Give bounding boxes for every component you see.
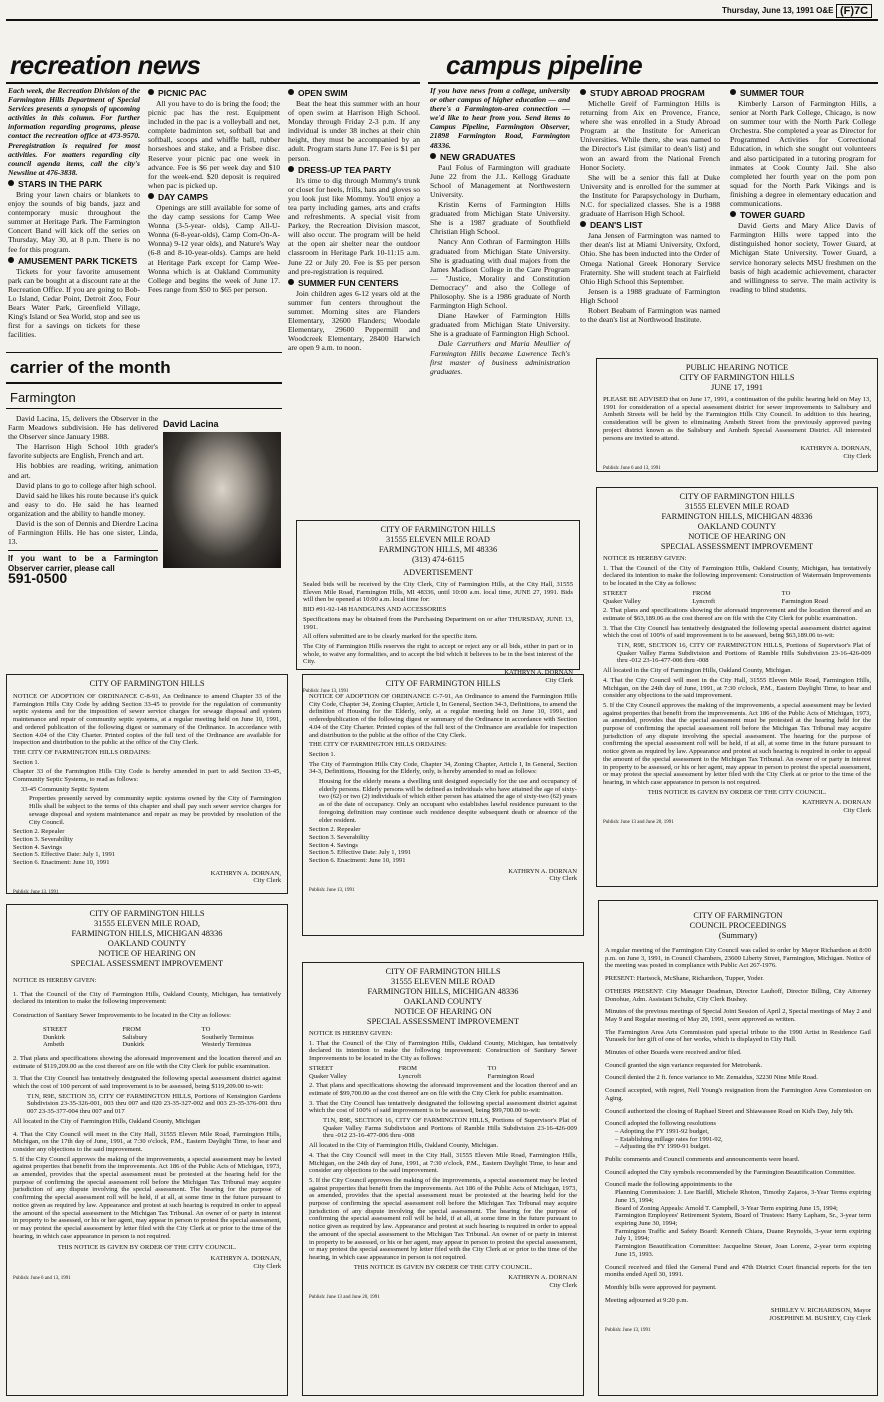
notice-text: THE CITY OF FARMINGTON HILLS ORDAINS:: [309, 741, 447, 749]
notice-text: The City of Farmington Hills City Code, Chapter 34, Zoning Chapter, Article I, In General, Section 34-3, Definitions, Housing for the Elderly, only, is hereby amended to read as follows:: [309, 760, 577, 776]
carrier-title: carrier of the month: [10, 358, 171, 377]
notice-text: NOTICE OF ADOPTION OF ORDINANCE C-8-91, An Ordinance to amend Chapter 33 of the Farmington Hills City Code by adding Section 33-45 to provide for the regulation of community septic systems and for the imposition of sewer service charges for sewage disposal and system maintenance and repair of community septic systems, at a regular meeting held on June 10, 1991, and ordered publication of the following digest or summary of the Ordinance. In accordance with Section 4.04 of the City Charter. Printed copies of the full text of the Ordinance are available for inspection and distribution to the public at the office of the City Clerk.: [13, 693, 281, 747]
notice-title: ADVERTISEMENT: [403, 568, 473, 577]
carrier-town-rule: [6, 408, 282, 409]
bullet-icon: [8, 180, 14, 186]
table-cell: Quaker Valley: [309, 1072, 347, 1080]
table-cell: Dunkirk: [122, 1041, 145, 1049]
notice-signer-title: City Clerk: [843, 452, 871, 460]
advertisement-notice: [296, 520, 580, 695]
stars-text: Bring your lawn chairs or blankets to enjoy the sounds of big bands, jazz and contemporary music throughout the summer at Heritage Park. The Farmington Concert Band will kick off the series on Thursday, May 30, at 8 p.m. There is no fee for this program.: [8, 189, 140, 254]
notice-text: 2. That plans and specifications showing the aforesaid improvement and the location thereof and an estimate of $99,700.00 as the cost thereof are on file with the City Clerk for public examination.: [309, 1082, 577, 1097]
council-text: Public comments and Council comments and announcements were heard.: [605, 1156, 800, 1164]
graduates-text-4: Diane Hawker of Farmington Hills graduated from Michigan State University. She is a graduate of Farmington High School.: [430, 311, 570, 339]
bullet-icon: [730, 89, 736, 95]
graduates-text-5: Dale Carruthers and Maria Meullier of Farmington Hills became Lawrence Tech's first master of business administration graduates.: [430, 339, 570, 376]
table-cell: Farmington Road: [487, 1072, 534, 1080]
hearing-quaker-watermain-notice: [596, 487, 878, 887]
issue-date: Thursday, June 13, 1991 O&E: [722, 6, 834, 15]
swim-text: Beat the heat this summer with an hour of open swim at Harrison High School. Monday through Friday 2-3 p.m. If any individual is under 38 inches at their chin height, they must be accompanied by an adult. Program starts June 17. Fee is $1 per person.: [288, 99, 420, 163]
notice-text: All located in the City of Farmington Hills, Oakland County, Michigan.: [309, 1142, 499, 1150]
table-cell: Ambeth: [43, 1041, 65, 1049]
tea-heading: DRESS-UP TEA PARTY: [288, 165, 420, 175]
notice-text: 2. That plans and specifications showing the aforesaid improvement and the location thereof and an estimate of $119,209.00 as the cost thereof are on file with the City Clerk for public examination.: [13, 1054, 281, 1070]
carrier-text-6: David is the son of Dennis and Dierdre Lacina of Farmington Hills. He has one sister, Linda, 13.: [8, 519, 158, 547]
notice-title: 31555 ELEVEN MILE ROAD,: [93, 919, 201, 928]
notice-signer-title: City Clerk: [549, 1282, 577, 1290]
notice-title: NOTICE OF HEARING ON: [98, 949, 196, 958]
notice-text: NOTICE IS HEREBY GIVEN:: [603, 555, 687, 562]
notice-text: 5. If the City Council approves the making of the improvements, a special assessment may be levied against properties that benefit from the improvements. Act 186 of the Public Acts of Michigan, 1973, as amended, provides that the special assessment must be protested at the hearing held for the purpose of confirming the special assessment roll before the Michigan Tax Tribunal may acquire jurisdiction of any dispute involving the special assessment. The hearing for the purpose of confirming the special assessment roll will be held, if at all, at some time in the future pursuant to notice given as required by law. Appearance and protest at such hearing is required in order to appeal the amount of the special assessment to the Michigan Tax Tribunal. An owner of or party in interest in property to be assessed, or his or her agent, may appear in person to protest the special assessment, or may protest the special assessment by letter filed with the City Clerk at or prior to the time of the hearing, in which case appearance in person is not required.: [603, 701, 871, 786]
notice-text: Section 5. Effective Date: July 1, 1991: [13, 851, 116, 859]
table-header: TO: [201, 1025, 211, 1033]
notice-text: All located in the City of Farmington Hills, Oakland County, Michigan: [13, 1117, 201, 1125]
notice-text: Chapter 33 of the Farmington Hills City Code is hereby amended in part to add Section 33-45, Community Septic Systems, to read as follows:: [13, 768, 281, 784]
council-text: Council adopted the City symbols recommended by the Farmington Beautification Committee.: [605, 1168, 856, 1176]
notice-text: 3. That the City Council has tentatively designated the following special assessment district against which the cost of 100% of said improvement is to be assessed, being $63,189.06 to-wit:: [603, 624, 871, 640]
notice-text: Section 1.: [309, 750, 336, 758]
notice-text: T1N, R9E, SECTION 16, CITY OF FARMINGTON HILLS, Portions of Supervisor's Plat of Quaker Valley Farms Subdivision and Portions of Ramble Hills Subdivision 23-16-426-009 thru -012 23-16-477-006 thru -008: [617, 642, 871, 665]
table-header: TO: [487, 1064, 497, 1072]
recreation-intro: Each week, the Recreation Division of the Farmington Hills Department of Special Services presents a synopsis of upcoming activities in this column. For further information regarding programs, please contact the recreation office at 473-9570. Preregistration is required for most activities. For matters regarding city council agenda items, call the city's Newsline at 476-3838.: [8, 86, 140, 177]
notice-publish-date: Publish: June 13, 1991: [13, 890, 59, 896]
daycamp-text: Openings are still available for some of the day camp sessions for Camp Wee Wonna (3-5-year- olds), Camp All-U-Wonna (6-8-year-olds), Camp Com-On-A-Wonna) 9-12 year olds), and Nature's Way (6-8 and 8-10-year-olds). Camps are held at Heritage Park except for Camp Wee-Wonna which is at Oakland Community College and begins the week of June 17. Fees range from $50 to $65 per person.: [148, 202, 280, 294]
graduates-text-2: Kristin Kerns of Farmington Hills graduated from Michigan State University. She is a 1987 graduate of Southfield Christian High School.: [430, 200, 570, 237]
council-text: Farmington Beautification Committee: Jacqueline Steuer, Joan Lorenz, 2-year term expiring June 15, 1993.: [615, 1243, 871, 1258]
notice-title: 31555 ELEVEN MILE ROAD: [391, 977, 495, 986]
notice-text: Section 1.: [13, 758, 40, 766]
council-text: Council adopted the following resolutions: [605, 1120, 716, 1128]
notice-text: NOTICE OF ADOPTION OF ORDINANCE C-7-91, An Ordinance to amend the Farmington Hills City Code, Chapter 34, Zoning Chapter, Article I, In General, Section 34-3, Definitions, to amend the definition of Housing for the Elderly, only, at a regular meeting held on June 10, 1991, and orderedpublication of the following digest or summary of the Ordinance in accordance with Section 4.04 of the City Charter. Printed copies of the full text of the Ordinance are available for inspection and distribution to the public at the office of the City Clerk.: [309, 693, 577, 739]
notice-signer: KATHRYN A. DORNAN,: [800, 445, 871, 453]
ad-text-3: Specifications may be obtained from the Purchasing Department on or after THURSDAY, JUNE 13, 1991.: [303, 615, 573, 631]
notice-text: THE CITY OF FARMINGTON HILLS ORDAINS:: [13, 748, 151, 756]
notice-text: Section 4. Savings: [13, 843, 62, 851]
notice-signer: SHIRLEY V. RICHARDSON, Mayor: [770, 1307, 871, 1315]
notice-title: CITY OF FARMINGTON HILLS: [89, 679, 205, 688]
notice-text: 4. That the City Council will meet in the City Hall, 31555 Eleven Mile Road, Farmington Hills, Michigan, on the 17th day of June, 1991, at 7:30 o'clock, P.M., Eastern Daylight Time, to hear and consider any objections to the said improvement.: [13, 1130, 281, 1153]
bullet-icon: [288, 89, 294, 95]
carrier-photo: [163, 432, 281, 568]
notice-publish-date: Publish: June 13 and June 20, 1991: [309, 1294, 380, 1300]
notice-publish-date: Publish: June 6 and 13, 1991: [13, 1275, 71, 1281]
street-table: [13, 1026, 281, 1049]
notice-text: Section 3. Severability: [13, 835, 73, 843]
council-text: Council accepted, with regret, Nell Young's resignation from the Farmington Area Commission on Aging.: [605, 1087, 871, 1102]
notice-text: Section 4. Savings: [309, 841, 358, 849]
notice-text: 1. That the Council of the City of Farmington Hills, Oakland County, Michigan, has tentatively declared its intention to make the following improvement: Construction of Watermain Improvements to be located in the City as follows:: [603, 564, 871, 588]
notice-title: NOTICE OF HEARING ON: [688, 532, 786, 541]
notice-signer-title: City Clerk: [253, 1262, 281, 1270]
bullet-icon: [288, 279, 294, 285]
council-text: – Adjusting the FY 1990-91 budget.: [615, 1143, 710, 1151]
notice-signer: KATHRYN A. DORNAN: [508, 1274, 577, 1282]
graduates-heading: NEW GRADUATES: [430, 152, 570, 162]
notice-text: 5. If the City Council approves the making of the improvements, a special assessment may be levied against properties that benefit from the improvements. Act 186 of the Public Acts of Michigan, 1973, as amended, provides that the special assessment must be protested at the hearing held for the purpose of confirming the special assessment roll before the Michigan Tax Tribunal may acquire jurisdiction of any dispute involving the special assessment. The hearing for the purpose of confirming the special assessment roll will be held, if at all, at some time in the future pursuant to notice given as required by law. Appearance and protest at such hearing is required in order to appeal the amount of the special assessment to the Michigan Tax Tribunal. An owner of or party in interest in property to be assessed, or his or her agent, may appear in person to protest the special assessment, or may protest the special assessment by letter filed with the City Clerk at or prior to the time of the hearing, in which case appearance in person is not required.: [13, 1155, 281, 1240]
table-cell: Westerly Terminus: [201, 1041, 252, 1049]
ad-text-4: All offers submitted are to be clearly marked for the specific item.: [303, 633, 478, 641]
council-text: Farmington Employees' Retirement System, Board of Trustees: Harry Lapham, Sr., 3-year term expiring June 30, 1994;: [615, 1212, 871, 1227]
notice-signer: KATHRYN A. DORNAN: [508, 867, 577, 875]
notice-title: JUNE 17, 1991: [711, 383, 763, 392]
notice-title: FARMINGTON HILLS, MI 48336: [378, 545, 498, 554]
notice-text: THIS NOTICE IS GIVEN BY ORDER OF THE CITY COUNCIL.: [57, 1244, 237, 1252]
bullet-icon: [430, 153, 436, 159]
council-text: Council made the following appointments to the: [605, 1181, 733, 1189]
council-text: Planning Commission: J. Lee Barlill, Michele Rhoton, Timothy Zajaros, 3-Year Terms expiring June 15, 1994;: [615, 1189, 871, 1204]
council-text: Council authorized the closing of Raphael Street and Shiawassee Road on Kid's Day, July 9th.: [605, 1107, 854, 1115]
deans-text-1: Jana Jensen of Farmington was named to ther dean's list at Miami University, Oxford, Ohio. She has been inducted into the Order of Omega National Greek Honorary Service Fraternity. She will student teach at Fairfield Ohio High School this September.: [580, 231, 720, 286]
notice-signer-title: City Clerk: [843, 807, 871, 815]
recreation-rule: [6, 82, 420, 84]
notice-title: CITY OF FARMINGTON HILLS: [679, 373, 795, 382]
deans-text-2: Jensen is a 1988 graduate of Farmington High School: [580, 286, 720, 305]
council-text: Council received and filed the General Fund and 47th District Court financial reports for the ten months ended April 30, 1991.: [605, 1263, 871, 1279]
notice-text: Section 6. Enactment: June 10, 1991: [13, 859, 110, 867]
table-header: FROM: [122, 1025, 142, 1033]
notice-title: CITY OF FARMINGTON: [693, 911, 783, 920]
notice-text: Properties presently served by community septic systems owned by the City of Farmington Hills shall be subject to the terms of this chapter and shall pay such sewer service charges for sewage disposal and system maintenance and repair as may be provided by resolution of the City Council.: [29, 795, 281, 826]
notice-signer: KATHRYN A. DORNAN,: [210, 1255, 281, 1263]
carrier-col: [8, 414, 158, 666]
table-header: STREET: [309, 1064, 334, 1072]
council-text: Council denied the 2 ft. fence variance to Mr. Zemaidus, 32230 Nine Mile Road.: [605, 1074, 818, 1082]
recreation-col-3: [288, 86, 420, 512]
notice-title: COUNCIL PROCEEDINGS: [689, 921, 787, 930]
notice-signer: KATHRYN A. DORNAN: [802, 799, 871, 807]
notice-signer-title: City Clerk: [545, 676, 573, 684]
carrier-text-5: David said he likes his route because it's quick and easy to do. He said he has learned organization and the ability to handle money.: [8, 490, 158, 518]
towerguard-heading: TOWER GUARD: [730, 210, 876, 220]
council-text: Farmington Traffic and Safety Board: Kenneth Chiara, Duane Reynolds, 3-year term expiring July 1, 1994;: [615, 1227, 871, 1243]
council-text: A regular meeting of the Farmington City Council was called to order by Mayor Richardson at 8:00 p.m. on June 3, 1991, in Council Chambers, 23600 Liberty Street, Farmington, Michigan. Notice of the meeting was posted in compliance with Public Act 267-1976.: [605, 947, 871, 970]
carrier-top-rule: [6, 352, 282, 353]
notice-title: 31555 ELEVEN MILE ROAD: [685, 502, 789, 511]
notice-title: (313) 474-6115: [411, 555, 465, 564]
header-rule: [6, 19, 878, 21]
recreation-col-2: [148, 86, 280, 346]
table-cell: Quaker Valley: [603, 597, 641, 605]
carrier-town: Farmington: [10, 390, 76, 405]
table-cell: Dunkirk: [43, 1033, 65, 1041]
council-text: Board of Zoning Appeals: Arnold T. Campbell, 3-Year Term expiring June 15, 1994;: [615, 1204, 838, 1212]
graduates-text-1: Paul Folus of Farmington will graduate June 22 from the J.L. Kellogg Graduate School of Management at Northwestern University.: [430, 162, 570, 199]
ordinance-c791-notice: [302, 674, 584, 936]
notice-text: Section 3. Severability: [309, 833, 369, 841]
street-table: [309, 1065, 577, 1080]
hearing-salisbury-notice: [6, 904, 288, 1396]
amusement-heading: AMUSEMENT PARK TICKETS: [8, 256, 140, 266]
table-cell: Salisbury: [122, 1033, 148, 1041]
notice-subtitle: (Summary): [718, 931, 758, 940]
notice-title: CITY OF FARMINGTON HILLS: [380, 525, 496, 534]
bullet-icon: [148, 193, 154, 199]
notice-text: 33-45 Community Septic System: [21, 785, 109, 793]
funcenters-text: Join children ages 6-12 years old at the summer fun centers throughout the summer. Morning sites are Flanders Elementary, 32600 Flanders; Woodale Elementary, 29600 Peppermill and Woodcreek Elementary, 28400 Harwich are open 9 a.m. to noon.: [288, 288, 420, 353]
tour-heading: SUMMER TOUR: [730, 88, 876, 98]
notice-publish-date: Publish: June 13, 1991: [605, 1327, 651, 1333]
carrier-text-2: The Harrison High School 10th grader's favorite subjects are English, French and art.: [8, 442, 158, 461]
notice-title: OAKLAND COUNTY: [107, 939, 187, 948]
bullet-icon: [580, 221, 586, 227]
notice-signer: JOSEPHINE M. BUSHEY, City Clerk: [769, 1315, 871, 1323]
notice-text: Section 5. Effective Date: July 1, 1991: [309, 849, 412, 857]
notice-text: Construction of Sanitary Sewer Improvements to be located in the City as follows:: [13, 1012, 231, 1020]
notice-title: FARMINGTON HILLS, MICHIGAN 48336: [367, 987, 519, 996]
bullet-icon: [288, 166, 294, 172]
notice-title: CITY OF FARMINGTON HILLS: [89, 909, 205, 918]
daycamp-heading: DAY CAMPS: [148, 192, 280, 202]
table-header: FROM: [398, 1064, 418, 1072]
carrier-text-4: David plans to go to college after high school.: [16, 480, 157, 490]
notice-signer: KATHRYN A. DORNAN,: [210, 869, 281, 877]
council-text: PRESENT: Hartsock, McShane, Richardson, Tupper, Yoder.: [605, 975, 764, 983]
table-header: FROM: [692, 589, 712, 597]
ad-text-2: BID #91-92-148 HANDGUNS AND ACCESSORIES: [303, 606, 447, 614]
council-proceedings-notice: [598, 900, 878, 1396]
street-table: [603, 590, 871, 605]
tour-text: Kimberly Larson of Farmington Hills, a senior at North Park College, Chicago, is now on summer tour with the North Park College Orchestra. She completed a year as Director for Programmed Activities for Correctional Education, in which she sought out volunteers and also participated in a tutoring program for inmates at Cook County Jail. She also completed her fourth year on the pom pon squad for the North Park Vikings and is finishing a degree in elementary education and communications.: [730, 99, 876, 209]
hearing-june17-notice: [596, 358, 878, 472]
council-text: – Adopting the FY 1991-92 budget,: [615, 1127, 709, 1135]
notice-signer-title: City Clerk: [253, 877, 281, 885]
notice-text: THIS NOTICE IS GIVEN BY ORDER OF THE CITY COUNCIL.: [647, 788, 827, 796]
notice-publish-date: Publish: June 13 and June 20, 1991: [603, 819, 674, 825]
ad-text-5: The City of Farmington Hills reserves the right to accept or reject any or all bids, either in part or in whole, to waive any formalities, and to accept the bid which it believes to be in the best interest of the City.: [303, 642, 573, 666]
ad-text-1: Sealed bids will be received by the City Clerk, City of Farmington Hills, at the City Hall, 31555 Eleven Mile Road, Farmington Hills, MI 48336, until 10:00 a.m. local time, JUNE 27, 1991. Bids will then be opened at 10:00 a.m. local time for:: [303, 581, 573, 604]
campus-col-3: [730, 86, 876, 342]
council-text: Council granted the sign variance requested for Metrobank.: [605, 1061, 763, 1069]
notice-title: SPECIAL ASSESSMENT IMPROVEMENT: [366, 1017, 520, 1026]
notice-signer-title: City Clerk: [549, 875, 577, 883]
notice-title: PUBLIC HEARING NOTICE: [685, 363, 789, 372]
notice-text: NOTICE IS HEREBY GIVEN:: [13, 977, 97, 984]
deans-heading: DEAN'S LIST: [580, 220, 720, 230]
carrier-phone: 591-0500: [8, 570, 68, 587]
notice-title: FARMINGTON HILLS, MICHIGAN 48336: [661, 512, 813, 521]
notice-text: 1. That the Council of the City of Farmington Hills, Oakland County, Michigan, has tentatively declared its intention to make the following improvement:: [13, 990, 281, 1006]
table-header: STREET: [43, 1025, 68, 1033]
table-cell: Farmington Road: [781, 597, 828, 605]
notice-text: THIS NOTICE IS GIVEN BY ORDER OF THE CITY COUNCIL.: [353, 1263, 533, 1271]
notice-text: Housing for the elderly means a dwelling unit designed especially for the use and occupancy of elderly persons. Elderly persons will be defined as individuals who have attained the age of sixty-two (62) or two (2) individuals of which either person has attained the age of sixty-two (62) years as of the date of occupancy. Only an occupant who establishes lawful residence pursuant to the foregoing definition may continue such residence despite subsequent death or absence of the elder resident.: [319, 778, 577, 824]
photo-caption: David Lacina: [163, 419, 219, 429]
notice-text: All located in the City of Farmington Hills, Oakland County, Michigan.: [603, 667, 793, 675]
notice-text: T1N, R9E, SECTION 35, CITY OF FARMINGTON HILLS, Portions of Kensington Gardens Subdivision 23-35-326-001, 003 thru 007 and 020 23-35-327-002 and 003 23-35-376-001 thru 007 23-35-377-004 thru 007 and 017: [27, 1092, 281, 1116]
abroad-text-2: She will be a senior this fall at Duke University and is enrolled for the summer at the Institute for Parapsychology in Durham, N.C. for specialized classes. She is a 1988 graduate of Harrison High School.: [580, 172, 720, 219]
notice-text: 5. If the City Council approves the making of the improvements, a special assessment may be levied against properties that benefit from the improvements. Act 186 of the Public Acts of Michigan, 1973, as amended, provides that the special assessment must be protested at the hearing held for the purpose of confirming the special assessment roll before the Michigan Tax Tribunal may acquire jurisdiction of any dispute involving the special assessment. The hearing for the purpose of confirming the special assessment roll will be held, if at all, at some time in the future pursuant to notice given as required by law. Appearance and protest at such hearing is required in order to appeal the amount of the special assessment to the Michigan Tax Tribunal. An owner of or party in interest in property to be assessed, or his or her agent, may appear in person to protest the special assessment, or may protest the special assessment by letter filed with the City Clerk at or prior to the time of the hearing, in which case appearance in person is not required.: [309, 1176, 577, 1261]
table-header: STREET: [603, 589, 628, 597]
notice-text: 1. That the Council of the City of Farmington Hills, Oakland County, Michigan, has tentatively declared its intention to make the following improvement: Construction of Sanitary Sewer Improvements to be located in the City as follows:: [309, 1039, 577, 1063]
notice-title: OAKLAND COUNTY: [697, 522, 777, 531]
recreation-col-1: [8, 86, 140, 346]
swim-heading: OPEN SWIM: [288, 88, 420, 98]
carrier-text-3: His hobbies are reading, writing, animation and art.: [8, 461, 158, 480]
notice-text: 3. That the City Council has tentatively designated the following special assessment district against which the cost of 100% of said improvement is to be assessed, being $99,700.00 to-wit:: [309, 1099, 577, 1115]
carrier-rule: [6, 382, 282, 384]
bullet-icon: [8, 257, 14, 263]
graduates-text-3: Nancy Ann Cothran of Farmington Hills graduated from Michigan State University. She is graduating with dual majors from the James Madison College in the Care Program — "Justice, Morality and Constitution Democracy" and also the College of Philosophy. She is a 1986 graduate of North Farmington High School.: [430, 237, 570, 311]
campus-rule: [428, 82, 878, 84]
carrier-promo: If you want to be a Farmington Observer carrier, please call: [8, 554, 158, 574]
campus-col-2: [580, 86, 720, 342]
notice-text: T1N, R9E, SECTION 16, CITY OF FARMINGTON HILLS, Portions of Supervisor's Plat of Quaker Valley Farms Subdivision and Portions of Ramble Hills Subdivision 23-16-426-009 thru -012 23-16-477-006 thru -008: [323, 1117, 577, 1140]
notice-text: 4. That the City Council will meet in the City Hall, 31555 Eleven Mile Road, Farmington Hills, Michigan, on the 24th day of June, 1991, at 7:30 o'clock, P.M., Eastern Daylight Time, to hear and consider any objections to the said improvement.: [309, 1151, 577, 1175]
notice-title: NOTICE OF HEARING ON: [394, 1007, 492, 1016]
notice-publish-date: Publish: June 6 and 13, 1991: [603, 465, 661, 471]
tea-text: It's time to dig through Mommy's trunk or closet for heels, frills, hats and gloves so you look just like Mommy. You'll enjoy a tea party including games, arts and crafts and refreshments. A special visit from Parkey, the Recreation Division mascot, will also occur. The program will be held at the open air shelter near the outdoor classroom in Heritage Park 10-11:15 a.m. June 22 or July 20. Fee is $5 per person and pre-registration is required.: [288, 175, 420, 276]
notice-text: Section 2. Repealer: [13, 828, 65, 836]
notice-text: 2. That plans and specifications showing the aforesaid improvement and the location thereof and an estimate of $63,189.06 as the cost thereof are on file with the City Clerk for public examination.: [603, 607, 871, 622]
deans-text-3: Robert Beabam of Farmington was named to the dean's list at Northwood Institute.: [580, 305, 720, 325]
hearing-quaker-sewer-notice: [302, 962, 584, 1396]
bullet-icon: [148, 89, 154, 95]
council-text: Minutes of the previous meetings of Special Joint Session of April 2, Special meetings of May 2 and May 9 and Regular meeting of May 20, 1991, were approved as written.: [605, 1008, 871, 1023]
notice-title: SPECIAL ASSESSMENT IMPROVEMENT: [660, 542, 814, 551]
council-text: Meeting adjourned at 9:20 p.m.: [605, 1296, 689, 1304]
abroad-heading: STUDY ABROAD PROGRAM: [580, 88, 720, 98]
notice-title: 31555 ELEVEN MILE ROAD: [386, 535, 490, 544]
notice-title: CITY OF FARMINGTON HILLS: [385, 967, 501, 976]
council-text: Minutes of other Boards were received and/or filed.: [605, 1049, 742, 1057]
notice-title: SPECIAL ASSESSMENT IMPROVEMENT: [70, 959, 224, 968]
notice-text: Section 6. Enactment: June 10, 1991: [309, 857, 406, 865]
council-text: – Establishing millage rates for 1991-92,: [615, 1135, 723, 1143]
notice-title: FARMINGTON HILLS, MICHIGAN 48336: [71, 929, 223, 938]
ordinance-c891-notice: [6, 674, 288, 894]
towerguard-text: David Gerts and Mary Alice Davis of Farmington Hills were tapped into the distinguished honor society, Tower Guard, at Michigan State University. Tower Guard, a service honorary selects MSU freshmen on the basis of high academic achievement, character and willingness to serve. The main activity is reading to blind students.: [730, 221, 876, 294]
table-header: TO: [781, 589, 791, 597]
table-cell: Southerly Terminus: [201, 1033, 254, 1041]
campus-banner: campus pipeline: [446, 50, 643, 80]
council-text: The Farmington Area Arts Commission paid special tribute to the 1990 Artist in Residence Gail Yurasek for her gift of one of her works, which is displayed in City Hall.: [605, 1028, 871, 1044]
picnic-heading: PICNIC PAC: [148, 88, 280, 98]
funcenters-heading: SUMMER FUN CENTERS: [288, 278, 420, 288]
bullet-icon: [580, 89, 586, 95]
amusement-text: Tickets for your favorite amusement park can be bought at a discount rate at the Recreation Office. If you are going to Bob-Lo Island, Cedar Point, Detroit Zoo, Four Bears Water Park, Greenfield Village, King's Island or Sea World, stop and see us first for a savings on tickets for these facilities.: [8, 266, 140, 340]
notice-body: PLEASE BE ADVISED that on June 17, 1991, a continuation of the public hearing held on May 13, 1991 for consideration of a special assessment district for sewer improvements to Salisbury and Ambeth Streets will be held by the Farmington Hills City Council. In addition to this hearing, consideration will be given to eliminating Ambeth Street from the previously approved paving project district known as the Salisbury and Ambeth Special Assessment District. All interested persons are invited to attend.: [603, 396, 871, 442]
notice-publish-date: Publish: June 13, 1991: [309, 888, 355, 894]
stars-heading: STARS IN THE PARK: [8, 179, 140, 189]
carrier-text-1: David Lacina, 15, delivers the Observer in the Farm Meadows subdivision. He has delivered the Observer since January 1988.: [8, 414, 158, 442]
campus-intro: If you have news from a college, university or other campus of higher education — and there's a Farmington-area connection — we'd like to hear from you. Send items to Campus Pipeline, Farmington Observer, 21898 Farmington Road, Farmington 48336.: [430, 86, 570, 150]
notice-title: CITY OF FARMINGTON HILLS: [385, 679, 501, 688]
table-cell: Lyncroft: [692, 597, 716, 605]
table-cell: Lyncroft: [398, 1072, 422, 1080]
campus-col-1: [430, 86, 570, 476]
notice-text: 4. That the City Council will meet in the City Hall, 31555 Eleven Mile Road, Farmington Hills, Michigan, on the 24th day of June, 1991, at 7:30 o'clock, P.M., Eastern Daylight Time, to hear and consider any objections to the said improvement.: [603, 676, 871, 700]
recreation-banner: recreation news: [10, 50, 201, 80]
notice-title: CITY OF FARMINGTON HILLS: [679, 492, 795, 501]
council-text: Monthly bills were approved for payment.: [605, 1283, 717, 1291]
council-text: OTHERS PRESENT: City Manager Deadman, Director Lauhoff, Director Billing, City Attorney Donohue, Adm. Assistant Schultz, City Clerk Bushey.: [605, 987, 871, 1003]
bullet-icon: [730, 211, 736, 217]
picnic-text: All you have to do is bring the food; the picnic pac has the rest. Equipment included in the pac is a volleyball and net, complete badminton set, softball bat and softball, scoops and whiffle ball, rubber horseshoes and stake, and a Frisbee disc. Reserve your picnic pac one week in advance. Fee is $6 per week day and $10 for the week-end. $20 deposit is required when pac is picked up.: [148, 99, 280, 190]
notice-text: Section 2. Repealer: [309, 826, 361, 834]
notice-text: NOTICE IS HEREBY GIVEN:: [309, 1030, 393, 1037]
notice-title: OAKLAND COUNTY: [403, 997, 483, 1006]
abroad-text-1: Michelle Greif of Farmington Hills is returning from Aix en Provence, France, where she was enrolled in a Study Abroad Program at the Institute for American Universities. While there, she was named to the Director's List (similar to dean's list) and won an award from the National French Honor Society.: [580, 99, 720, 172]
notice-signer: KATHRYN A. DORNAN: [504, 669, 573, 677]
notice-text: 3. That the City Council has tentatively designated the following special assessment district against which the cost of 100 percent of said improvement is to be assessed, being $119,209.00 to-wit:: [13, 1075, 281, 1091]
page-number: (F)7C: [836, 4, 872, 18]
notice-publish-date: Publish: June 13, 1991: [303, 689, 349, 695]
